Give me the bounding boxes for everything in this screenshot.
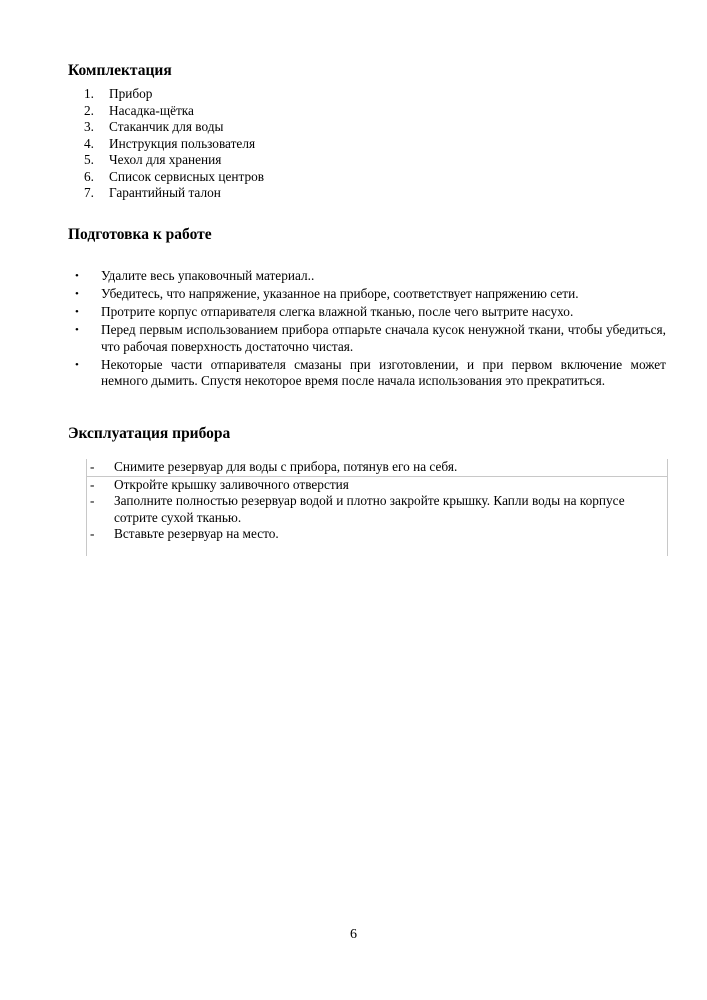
page-number: 6 — [350, 927, 357, 942]
item-text: Вставьте резервуар на место. — [114, 526, 279, 541]
item-text: Насадка-щётка — [109, 102, 194, 118]
dash-icon: - — [90, 526, 95, 541]
operation-steps-box — [86, 459, 668, 556]
dash-icon: - — [90, 476, 95, 492]
item-number: 5. — [84, 152, 94, 167]
item-text: Снимите резервуар для воды с прибора, потянув его на себя. — [114, 459, 458, 474]
item-text: Некоторые части отпаривателя смазаны при изготовлении, и при первом включение может немного дымить. Спустя некоторое время после начала использования это прекратиться. — [101, 356, 666, 388]
list-item — [87, 493, 667, 526]
item-text: Гарантийный талон — [109, 185, 221, 200]
preparation-list — [74, 268, 666, 391]
bullet-icon: • — [75, 324, 79, 336]
list-item — [74, 357, 666, 390]
list-item — [74, 286, 666, 303]
item-number: 1. — [84, 86, 94, 101]
item-text: Убедитесь, что напряжение, указанное на приборе, соответствует напряжению сети. — [101, 286, 579, 301]
kit-list — [84, 86, 264, 202]
item-text: Откройте крышку заливочного отверстия — [114, 476, 349, 492]
item-text: Перед первым использованием прибора отпарьте сначала кусок ненужной ткани, чтобы убедиться, что рабочая поверхность достаточно чистая. — [101, 322, 666, 354]
section-title-operation: Эксплуатация прибора — [68, 425, 231, 442]
item-number: 7. — [84, 185, 94, 200]
list-item — [87, 459, 667, 477]
list-item — [84, 86, 264, 103]
bullet-icon: • — [75, 270, 79, 282]
item-number: 4. — [84, 135, 94, 151]
list-item — [84, 119, 264, 136]
list-item — [84, 136, 264, 153]
item-text: Протрите корпус отпаривателя слегка влажной тканью, после чего вытрите насухо. — [101, 304, 574, 319]
section-title-preparation: Подготовка к работе — [68, 226, 212, 243]
list-item — [74, 304, 666, 321]
item-text: Стаканчик для воды — [109, 119, 224, 134]
bullet-icon: • — [75, 358, 79, 371]
list-item — [74, 268, 666, 285]
section-title-kit: Комплектация — [68, 62, 172, 79]
item-number: 6. — [84, 168, 94, 184]
item-text: Заполните полностью резервуар водой и плотно закройте крышку. Капли воды на корпусе сотрите сухой тканью. — [114, 493, 625, 525]
list-item — [84, 169, 264, 186]
item-text: Инструкция пользователя — [109, 135, 256, 151]
list-item — [74, 322, 666, 355]
list-item — [84, 103, 264, 120]
dash-icon: - — [90, 459, 95, 474]
operation-list — [87, 459, 667, 543]
list-item — [84, 185, 264, 202]
item-number: 2. — [84, 102, 94, 118]
item-text: Список сервисных центров — [109, 168, 265, 184]
item-text: Удалите весь упаковочный материал.. — [101, 268, 315, 283]
bullet-icon: • — [75, 306, 79, 318]
dash-icon: - — [90, 493, 95, 508]
list-item — [87, 526, 667, 543]
list-item — [87, 477, 667, 494]
item-number: 3. — [84, 119, 94, 134]
item-text: Прибор — [109, 86, 153, 101]
list-item — [84, 152, 264, 169]
bullet-icon: • — [75, 288, 79, 300]
item-text: Чехол для хранения — [109, 152, 222, 167]
